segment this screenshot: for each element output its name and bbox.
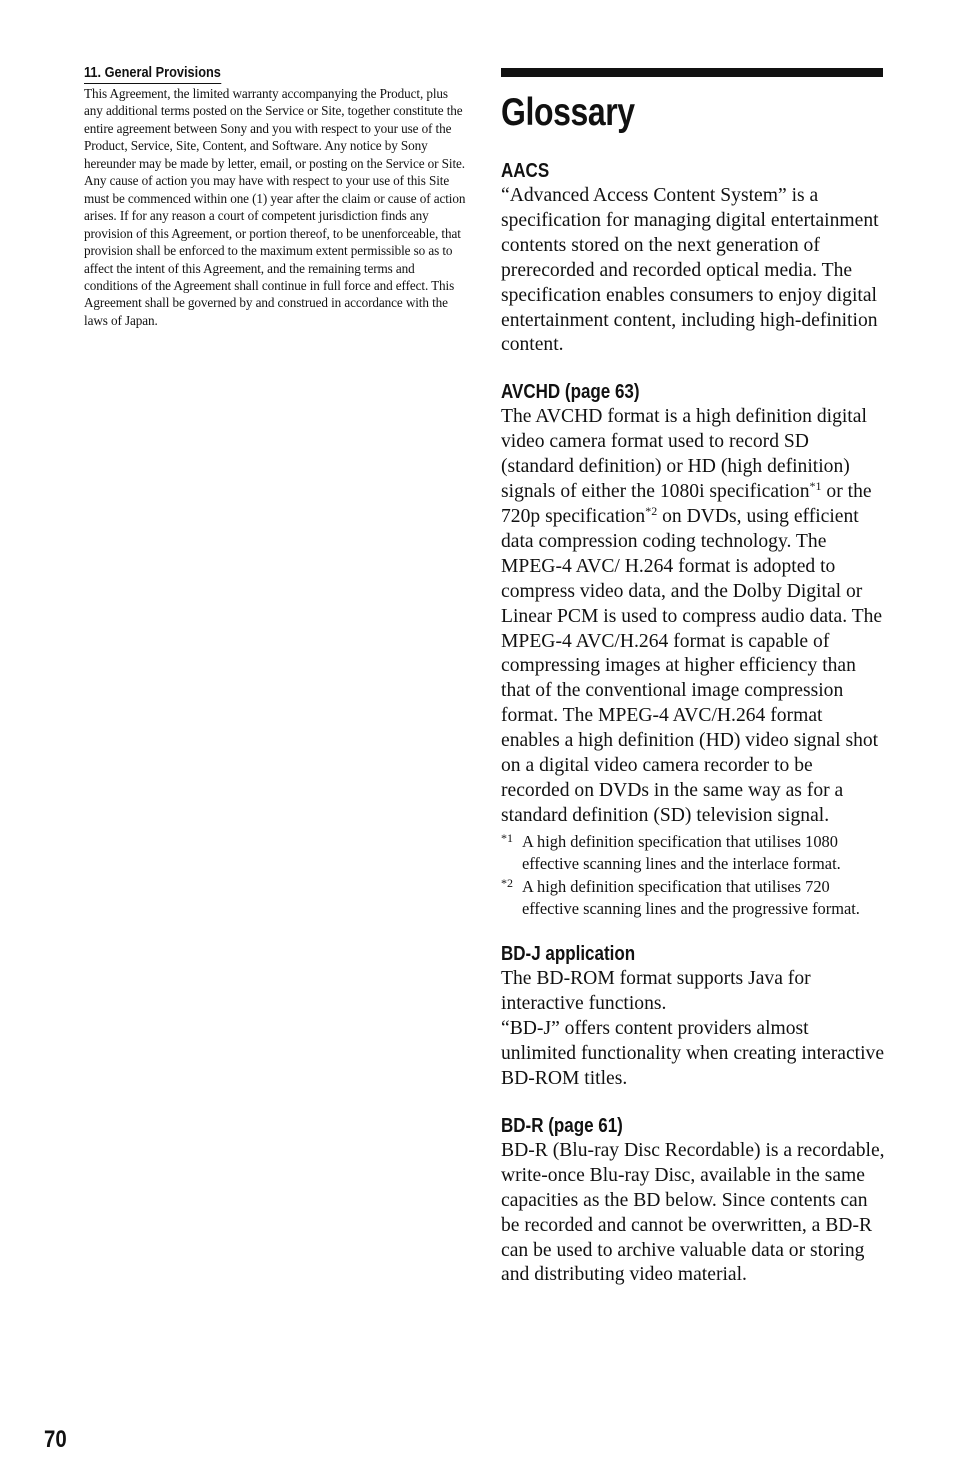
term-definition: “Advanced Access Content System” is a specification for managing digital entertainment contents stored on the next generation of prerecorded and recorded optical media. The specification enables consumers to enjoy digital entertainment content, including high-definition content. xyxy=(501,185,879,356)
footnote xyxy=(501,831,885,876)
footnote-ref: *1 xyxy=(809,479,822,494)
glossary-entry-aacs xyxy=(501,158,885,358)
section-body: This Agreement, the limited warranty accompanying the Product, plus any additional terms posted on the Service or Site, together constitute the entire agreement between Sony and you with respect to your use of the Product, Service, Site, Content, and Software. Any notice by Sony hereunder may be made by letter, email, or posting on the Service or Site. Any cause of action you may have with respect to your use of this Site must be commenced within one (1) year after the claim or cause of action arises. If for any reason a court of competent jurisdiction finds any provision of this Agreement, or portion thereof, to be unenforceable, that provision shall be enforced to the maximum extent permissible so as to affect the intent of this Agreement, and the remaining terms and conditions of the Agreement shall continue in full force and effect. This Agreement shall be governed by and construed in accordance with the laws of Japan. xyxy=(84,86,466,328)
footnote-ref: *2 xyxy=(645,503,658,518)
term-definition: “BD-J” offers content providers almost unlimited functionality when creating interactive BD-ROM titles. xyxy=(501,1018,885,1089)
footnote-mark: *2 xyxy=(501,875,513,890)
definition-text: or the 720p specification xyxy=(501,481,872,527)
glossary-entry-bdr xyxy=(501,1113,885,1288)
footnote-mark: *1 xyxy=(501,830,513,845)
definition-text: on DVDs, using efficient data compression coding technology. The MPEG-4 AVC/ H.264 format is adopted to compress video data, and the Dolby Digital or Linear PCM is used to compress audio data. The MPEG-4 AVC/H.264 format is capable of compressing images at higher efficiency than that of the conventional image compression format. The MPEG-4 AVC/H.264 format enables a high definition (HD) video signal shot on a digital video camera recorder to be recorded on DVDs in the same way as for a standard definition (SD) television signal. xyxy=(501,505,883,826)
footnote xyxy=(501,876,885,921)
term-heading: BD-J application xyxy=(501,943,636,966)
term-heading: BD-R (page 61) xyxy=(501,1114,623,1137)
section-heading: 11. General Provisions xyxy=(84,65,221,84)
page-number: 70 xyxy=(44,1426,67,1453)
term-definition xyxy=(501,405,885,828)
term-definition: BD-R (Blu-ray Disc Recordable) is a recordable, write-once Blu-ray Disc, available in the same capacities as the BD below. Since contents can be recorded and cannot be overwritten, a BD-R can be used to archive valuable data or storing and distributing video material. xyxy=(501,1139,885,1286)
term-heading: AVCHD (page 63) xyxy=(501,381,640,404)
page-title: Glossary xyxy=(501,91,635,134)
footnote-text: A high definition specification that utilises 720 effective scanning lines and the progressive format. xyxy=(522,876,860,918)
term-heading: AACS xyxy=(501,160,550,182)
glossary-entry-avchd xyxy=(501,379,885,920)
title-rule xyxy=(501,68,883,77)
definition-text: The AVCHD format is a high definition digital video camera format used to record SD (standard definition) or HD (high definition) signals of either the 1080i specification xyxy=(501,406,867,503)
term-definition: The BD-ROM format supports Java for interactive functions. xyxy=(501,968,811,1015)
glossary-section xyxy=(501,68,885,1288)
general-provisions-section xyxy=(84,64,468,329)
footnote-text: A high definition specification that utilises 1080 effective scanning lines and the interlace format. xyxy=(522,831,841,874)
glossary-entry-bdj xyxy=(501,941,885,1092)
